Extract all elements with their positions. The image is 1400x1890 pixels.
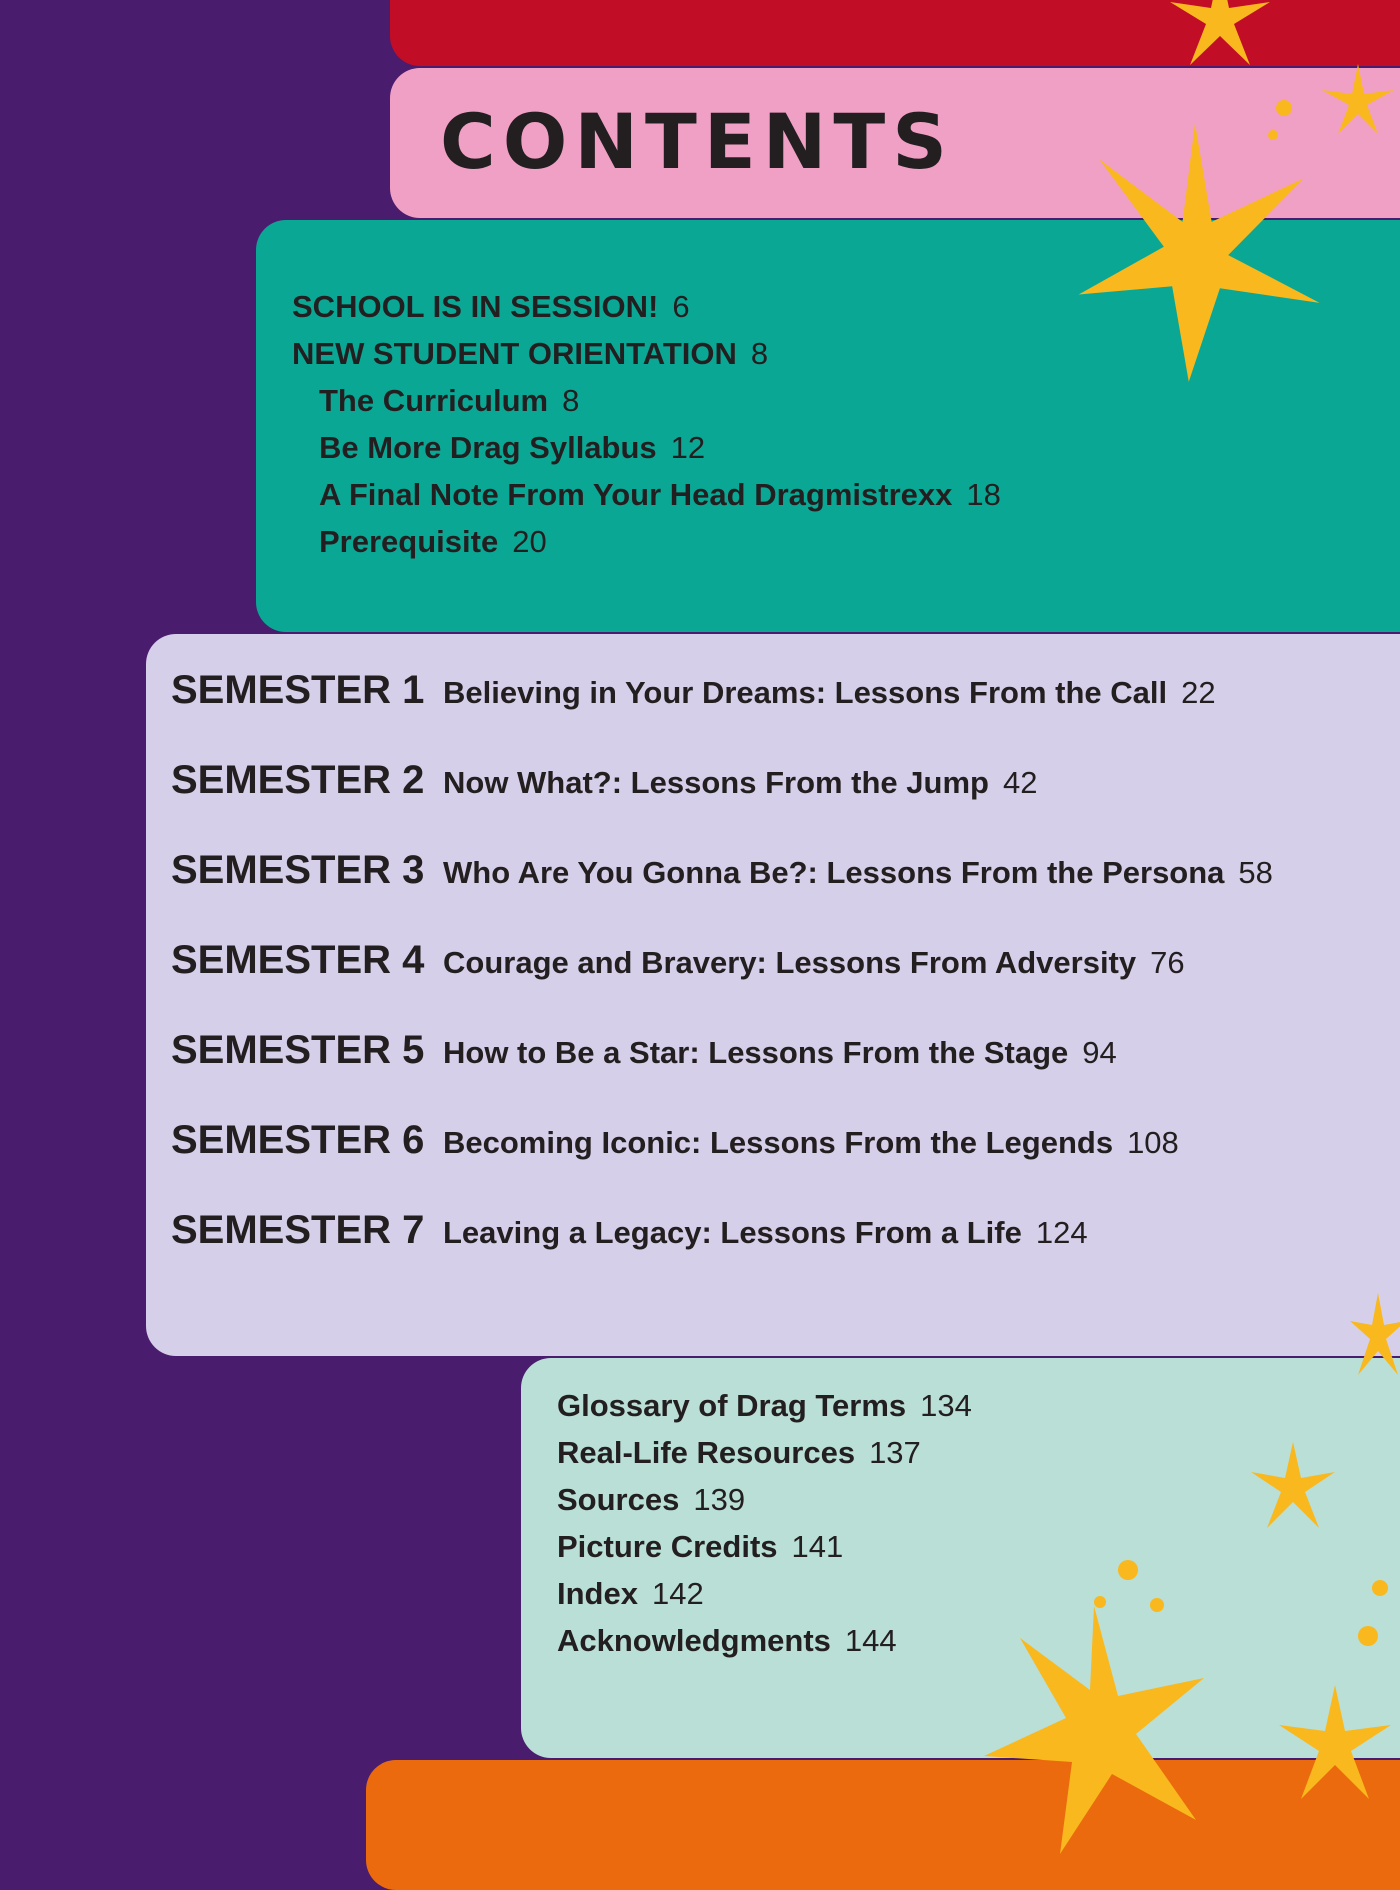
sparkle-dot <box>1372 1580 1388 1596</box>
star-icon <box>1060 118 1330 388</box>
toc-entry-title: A Final Note From Your Head Dragmistrexx <box>319 477 953 512</box>
semester-label: SEMESTER 6 <box>171 1118 425 1162</box>
sparkle-dot <box>1358 1626 1378 1646</box>
toc-entry-page: 139 <box>693 1482 746 1517</box>
sparkle-dot <box>1276 100 1292 116</box>
toc-entry-page: 58 <box>1238 855 1273 890</box>
toc-entry-front[interactable] <box>319 385 579 416</box>
toc-entry-back[interactable] <box>557 1437 921 1468</box>
toc-entry-semester[interactable] <box>171 1030 1117 1070</box>
semester-title: Believing in Your Dreams: Lessons From the Call <box>443 675 1168 710</box>
sparkle-dot <box>1094 1596 1106 1608</box>
toc-entry-semester[interactable] <box>171 670 1216 710</box>
toc-entry-semester[interactable] <box>171 940 1185 980</box>
toc-entry-semester[interactable] <box>171 1120 1179 1160</box>
toc-entry-title: NEW STUDENT ORIENTATION <box>292 336 737 371</box>
toc-entry-page: 12 <box>670 430 706 465</box>
semester-title: Courage and Bravery: Lessons From Adversity <box>443 945 1137 980</box>
toc-entry-title: The Curriculum <box>319 383 549 418</box>
toc-entry-front[interactable] <box>319 526 547 557</box>
star-icon <box>1318 62 1398 142</box>
toc-entry-title: SCHOOL IS IN SESSION! <box>292 289 659 324</box>
toc-entry-back[interactable] <box>557 1578 704 1609</box>
toc-entry-front[interactable] <box>292 291 690 322</box>
semester-label: SEMESTER 1 <box>171 668 425 712</box>
toc-entry-page: 6 <box>672 289 690 324</box>
sparkle-dot <box>1150 1598 1164 1612</box>
sparkle-dot <box>1268 130 1278 140</box>
toc-entry-page: 8 <box>562 383 580 418</box>
toc-entry-front[interactable] <box>319 432 705 463</box>
toc-entry-back[interactable] <box>557 1484 745 1515</box>
toc-entry-page: 124 <box>1035 1215 1088 1250</box>
toc-entry-title: Be More Drag Syllabus <box>319 430 657 465</box>
toc-entry-page: 94 <box>1082 1035 1117 1070</box>
semester-label: SEMESTER 5 <box>171 1028 425 1072</box>
semester-title: How to Be a Star: Lessons From the Stage <box>443 1035 1069 1070</box>
orange-band <box>366 1760 1400 1890</box>
star-icon <box>1130 0 1310 80</box>
toc-entry-page: 22 <box>1181 675 1216 710</box>
toc-entry-page: 134 <box>920 1388 972 1423</box>
semester-label: SEMESTER 7 <box>171 1208 425 1252</box>
star-icon <box>1270 1680 1400 1810</box>
page-title: CONTENTS <box>440 97 954 186</box>
toc-entry-page: 76 <box>1150 945 1185 980</box>
toc-entry-semester[interactable] <box>171 850 1273 890</box>
toc-entry-page: 8 <box>750 336 769 371</box>
semester-label: SEMESTER 2 <box>171 758 425 802</box>
toc-entry-page: 137 <box>869 1435 921 1470</box>
star-icon <box>1243 1438 1343 1538</box>
toc-entry-page: 108 <box>1127 1125 1179 1160</box>
toc-entry-title: Picture Credits <box>557 1529 778 1564</box>
toc-entry-title: Prerequisite <box>319 524 499 559</box>
toc-entry-semester[interactable] <box>171 760 1037 800</box>
toc-entry-title: Sources <box>557 1482 680 1517</box>
semester-title: Becoming Iconic: Lessons From the Legends <box>443 1125 1114 1160</box>
toc-entry-title: Glossary of Drag Terms <box>557 1388 907 1423</box>
toc-entry-page: 42 <box>1002 765 1038 800</box>
star-icon <box>1348 1290 1400 1380</box>
toc-entry-title: Real-Life Resources <box>557 1435 856 1470</box>
toc-entry-page: 144 <box>844 1623 897 1658</box>
semester-label: SEMESTER 4 <box>171 938 425 982</box>
toc-entry-back[interactable] <box>557 1625 897 1656</box>
toc-entry-page: 142 <box>651 1576 704 1611</box>
semester-title: Leaving a Legacy: Lessons From a Life <box>443 1215 1022 1250</box>
toc-entry-semester[interactable] <box>171 1210 1088 1250</box>
semester-label: SEMESTER 3 <box>171 848 425 892</box>
toc-entry-front[interactable] <box>319 479 1001 510</box>
toc-entry-title: Acknowledgments <box>557 1623 831 1658</box>
semester-title: Now What?: Lessons From the Jump <box>443 765 989 800</box>
toc-entry-back[interactable] <box>557 1531 843 1562</box>
toc-entry-back[interactable] <box>557 1390 972 1421</box>
toc-entry-page: 141 <box>791 1529 844 1564</box>
toc-entry-title: Index <box>557 1576 638 1611</box>
semester-title: Who Are You Gonna Be?: Lessons From the Persona <box>443 855 1225 890</box>
toc-entry-page: 18 <box>966 477 1001 512</box>
toc-entry-page: 20 <box>512 524 547 559</box>
star-icon <box>970 1600 1230 1860</box>
toc-entry-front[interactable] <box>292 338 768 369</box>
sparkle-dot <box>1118 1560 1138 1580</box>
